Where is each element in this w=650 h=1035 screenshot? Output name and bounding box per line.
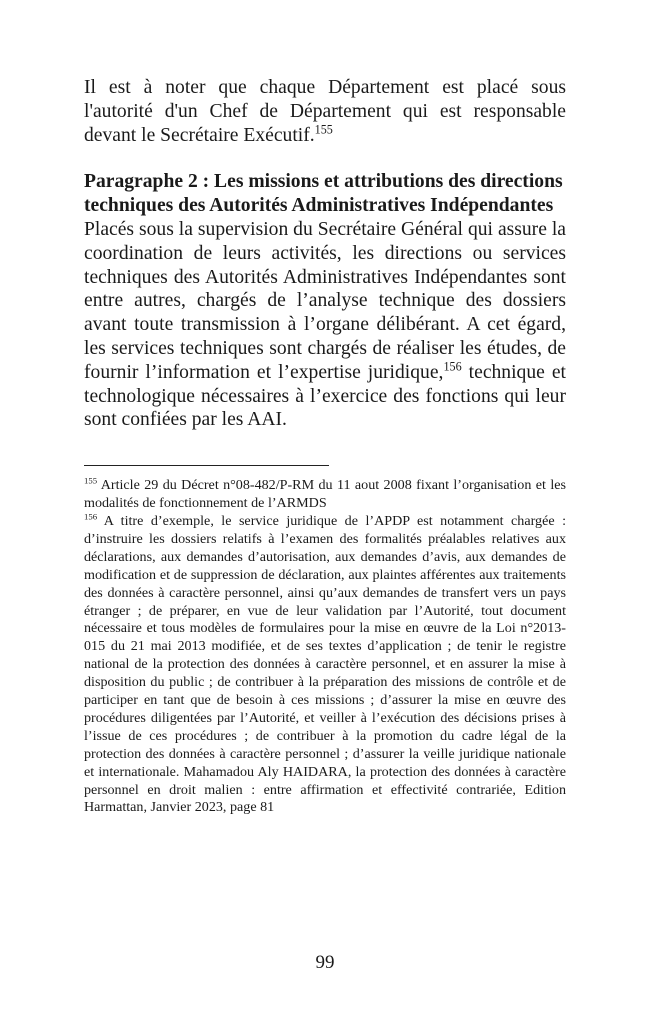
section-paragraph bbox=[84, 218, 566, 432]
section-heading: Paragraphe 2 : Les missions et attributions des directions techniques des Autorités Administratives Indépendantes bbox=[84, 171, 563, 217]
footnote-ref-155[interactable]: 155 bbox=[314, 122, 333, 137]
footnote-155 bbox=[84, 477, 566, 513]
footnotes bbox=[84, 477, 566, 817]
footnote-ref-156[interactable]: 156 bbox=[443, 359, 462, 374]
footnote-separator bbox=[84, 465, 329, 466]
footnote-number: 156 bbox=[84, 511, 98, 522]
intro-text: Il est à noter que chaque Département est placé sous l'autorité d'un Chef de Département qui est responsable devant le Secrétaire Exécutif. bbox=[84, 77, 566, 146]
page-content bbox=[84, 76, 566, 817]
section-text-part-2: technique et technologique nécessaires à l’exercice des fonctions qui leur sont confiées par les AAI. bbox=[84, 361, 566, 431]
footnote-156 bbox=[84, 513, 566, 817]
section-text-part-1: Placés sous la supervision du Secrétaire Général qui assure la coordination de leurs activités, les directions ou services techniques des Autorités Administratives Indépendantes sont entre autres, chargés de l’analyse technique des dossiers avant toute transmission à l’organe délibérant. A cet égard, les services techniques sont chargés de réaliser les études, de fournir l’information et l’expertise juridique, bbox=[84, 218, 566, 383]
footnote-text: A titre d’exemple, le service juridique de l’APDP est notamment chargée : d’instruire les dossiers relatifs à l’examen des formalités préalables relatives aux déclarations, aux demandes d’autorisation, aux demandes d’avis, aux demandes de modification et de suppression de déclaration, aux plaintes afférentes aux traitements des données à caractère personnel, ainsi qu’aux demandes de transfert vers un pays étranger ; de préparer, en vue de leur validation par l’Autorité, tout document nécessaire et tous modèles de formulaires pour la mise en œuvre de la Loi n°2013-015 du 21 mai 2013 modifiée, et de ses textes d’application ; de tenir le registre national de la protection des données à caractère personnel, et en assurer la mise à disposition du public ; de contribuer à la préparation des missions de contrôle et de participer en tant que de besoin à ces missions ; d’assurer la mise en œuvre des procédures diligentées par l’Autorité, et veiller à l’exécution des décisions prises à l’issue de ces procédures ; de contribuer à la promotion du cadre légal de la protection des données à caractère personnel ; d’assurer la veille juridique nationale et internationale. Mahamadou Aly HAIDARA, la protection des données à caractère personnel en droit malien : entre affirmation et effectivité contrariée, Edition Harmattan, Janvier 2023, page 81 bbox=[84, 512, 566, 816]
intro-paragraph bbox=[84, 76, 566, 147]
page-number: 99 bbox=[315, 952, 335, 973]
footnote-text: Article 29 du Décret n°08-482/P-RM du 11 aout 2008 fixant l’organisation et les modalités de fonctionnement de l’ARMDS bbox=[84, 477, 566, 512]
footnote-number: 155 bbox=[84, 475, 98, 486]
